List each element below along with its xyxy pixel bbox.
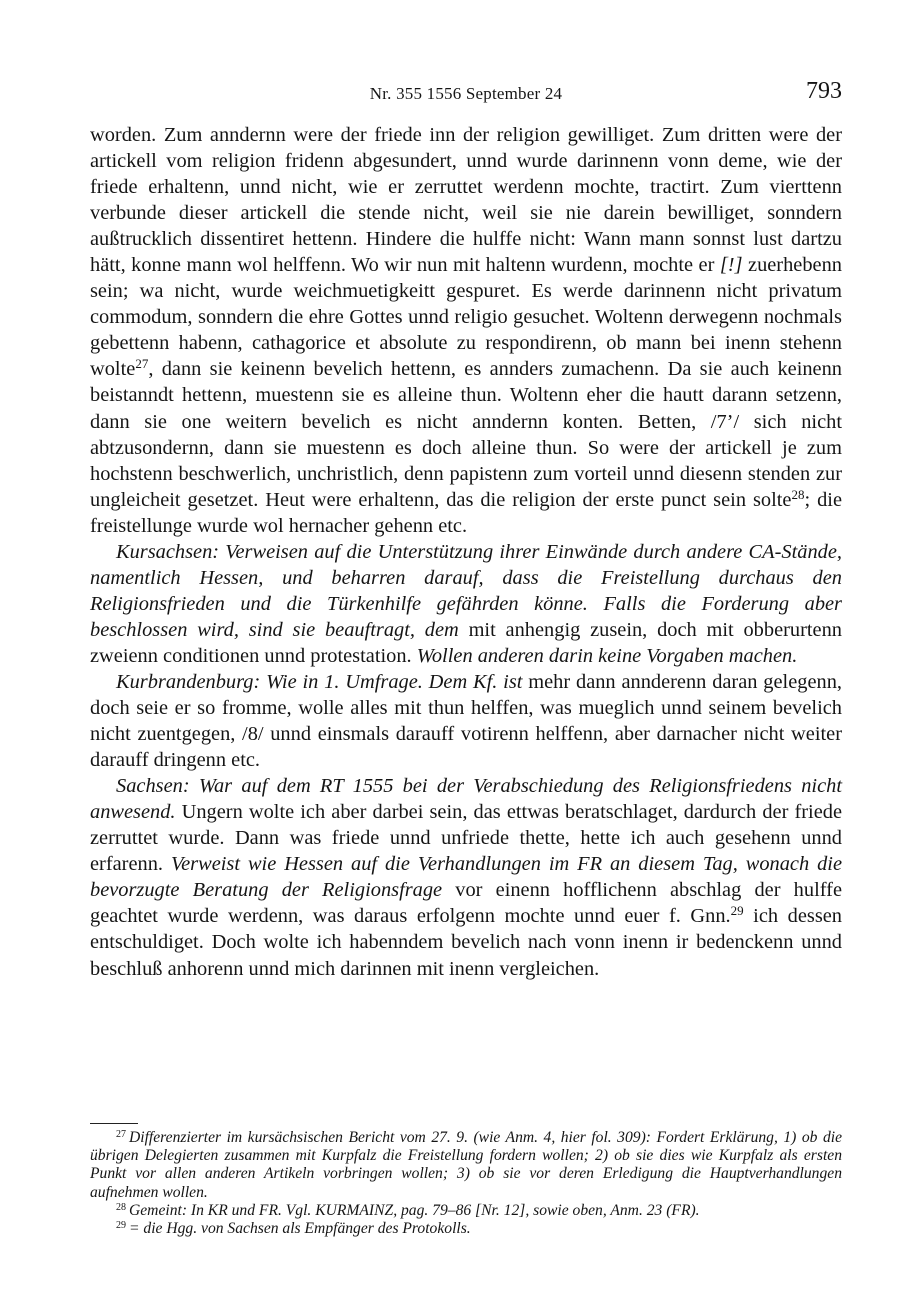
running-title: Nr. 355 1556 September 24 <box>369 84 563 103</box>
footnote-text: Differenzierter im kursächsischen Bericht vom 27. 9. (wie Anm. 4, hier fol. 309): Fordert Erklärung, 1) ob die übrigen Delegierten zusammen mit Kurpfalz die Freistellung fordern wollen; 2) ob sie dies wie Kurpfalz als ersten Punkt vor allen anderen Artikeln vorbringen wollen; 3) ob sie vor deren Erledigung die Hauptverhandlungen aufnehmen wollen. <box>90 1129 842 1201</box>
text-run: Ungern wolte ich aber darbei sein, das ettwas beratschlaget, dardurch der friede zerruttet wurde. Dann was friede unnd unfriede thette, hette ich auch gesehenn unnd erfarenn. <box>90 801 842 876</box>
footnote-ref-29[interactable]: 29 <box>730 903 744 919</box>
text-run: mehr dann annderenn daran gelegenn, doch seie er so fromme, wolle alles mit thun helffen, was mueglich unnd seinem bevelich nicht zuentgegen, /8/ unnd einsmals darauff votirenn helffenn, aber darnacher nicht weiter darauff dringenn etc. <box>90 670 842 772</box>
editorial-summary: Sachsen: War auf dem RT 1555 bei der Verabschiedung des Religionsfriedens nicht anwesend. <box>90 775 842 824</box>
footnotes <box>90 1129 842 1238</box>
text-run: , dann sie keinenn bevelich hettenn, es annders zumachenn. Da sie auch keinenn beistanndt hettenn, muestenn sie es alleine thun. Woltenn eher die hautt darann setzenn, dann sie one weitern bevelich es nicht anndernn konten. Betten, /7’/ sich nicht abtzusondernn, dann sie muestenn es doch alleine thun. So were der artickell je zum hochstenn beschwerlich, unchristlich, denn papistenn zum vorteil unnd diesenn stenden zur ungleicheit gesetzet. Heut were erhaltenn, das die religion der erste punct sein solte <box>90 358 842 511</box>
text-run: ; die freistellunge wurde wol hernacher gehenn etc. <box>90 488 842 537</box>
editorial-mark: [!] <box>719 254 743 277</box>
text-run: ich dessen entschuldiget. Doch wolte ich habenndem bevelich nach vonn inenn ir bedenckenn unnd beschluß anhorenn unnd mich darinnen mit inenn vergleichen. <box>90 905 842 980</box>
footnote-separator <box>90 1123 138 1124</box>
footnote-28 <box>90 1202 842 1220</box>
paragraph-continued <box>90 122 842 539</box>
footnote-29 <box>90 1220 842 1238</box>
editorial-summary: Verweist wie Hessen auf die Verhandlungen im FR an diesem Tag, wonach die bevorzugte Beratung der Religionsfrage <box>90 853 842 902</box>
page-number: 793 <box>806 78 842 104</box>
paragraph-kursachsen <box>90 539 842 669</box>
footnote-27 <box>90 1129 842 1202</box>
text-run: mit anhengig zusein, doch mit obberurtenn zweienn conditionen unnd protestation. <box>90 618 843 667</box>
editorial-summary: Kursachsen: Verweisen auf die Unterstützung ihrer Einwände durch andere CA-Stände, namentlich Hessen, und beharren darauf, dass die Freistellung durchaus den Religionsfrieden und die Türkenhilfe gefährden könne. Falls die Forderung aber beschlossen wird, sind sie beauftragt, dem <box>90 540 842 641</box>
footnote-number: 29 <box>116 1220 126 1232</box>
footnote-number: 28 <box>116 1201 126 1213</box>
page-header <box>90 78 842 108</box>
footnote-ref-27[interactable]: 27 <box>135 356 149 372</box>
text-run: worden. Zum anndernn were der friede inn der religion gewilliget. Zum dritten were der artickell vom religion fridenn abgesundert, unnd wurde darinnenn vonn deme, wie der friede erhaltenn, unnd nicht, wie er zerruttet werdenn mochte, tractirt. Zum vierttenn verbunde dieser artickell die stende nicht, weil sie nie darein bewilliget, sonndern außtrucklich dissentiret hettenn. Hindere die hulffe nicht: Wann mann sonnst lust dartzu hätt, konne mann wol helffenn. Wo wir nun mit haltenn wurdenn, mochte er <box>90 124 842 277</box>
footnote-text: = die Hgg. von Sachsen als Empfänger des Protokolls. <box>129 1220 471 1238</box>
editorial-summary: Kurbrandenburg: Wie in 1. Umfrage. Dem Kf. ist <box>116 670 523 693</box>
footnote-number: 27 <box>116 1129 126 1140</box>
paragraph-kurbrandenburg <box>90 669 842 773</box>
text-run: vor einenn hofflichenn abschlag der hulffe geachtet wurde werdenn, was daraus erfolgenn mochte unnd euer f. Gnn. <box>90 879 842 928</box>
editorial-summary: Wollen anderen darin keine Vorgaben machen. <box>416 644 798 667</box>
footnote-text: Gemeint: In KR und FR. Vgl. KURMAINZ, pag. 79–86 [Nr. 12], sowie oben, Anm. 23 (FR). <box>129 1201 700 1219</box>
body-text <box>90 122 842 982</box>
paragraph-sachsen <box>90 773 842 981</box>
footnote-ref-28[interactable]: 28 <box>791 486 805 502</box>
text-run: zuerhebenn sein; wa nicht, wurde weichmuetigkeitt gespuret. Es werde darinnenn nicht privatum commodum, sonndern die ehre Gottes unnd religio gesuchet. Woltenn derwegenn nochmals gebettenn habenn, cathagorice et absolute zu respondirenn, ob mann bei inenn stehenn wolte <box>90 254 842 381</box>
